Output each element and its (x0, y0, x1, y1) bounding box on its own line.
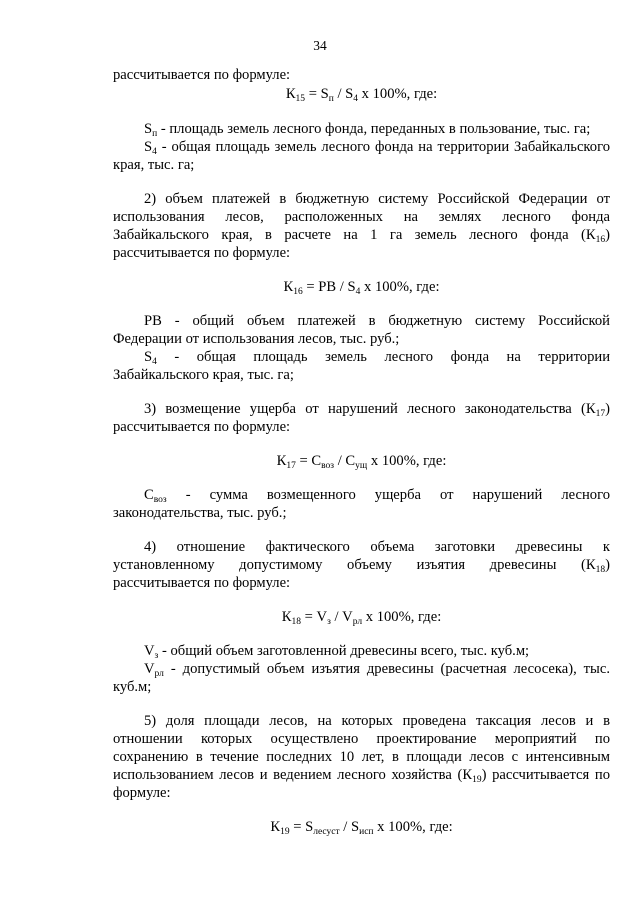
text-line: установленному допустимому объему изъятия древесины $(К_{18})$ (113, 557, 610, 575)
text-line: $V_з$ - общий объем заготовленной древесины всего, тыс. куб.м; (144, 643, 530, 661)
text-line: Федерации от использования лесов, тыс. руб.; (113, 331, 400, 347)
formula-line: $К_{16}$ = PB / $S_4$ х 100%, где: (283, 279, 440, 297)
text-line: $S_п$ - площадь земель лесного фонда, переданных в пользование, тыс. га; (144, 121, 591, 139)
text-line: использованием лесов и ведением лесного хозяйства $(К_{19})$ рассчитывается по (113, 767, 611, 785)
text-line: куб.м; (113, 679, 152, 695)
text-line: законодательства, тыс. руб.; (113, 505, 287, 521)
formula-line: $К_{19} = S_{лесуст} / S_{исп}$ х 100%, где: (270, 819, 453, 837)
text-line: сохранению в течение последних 10 лет, в площади лесов с интенсивным (113, 749, 610, 765)
text-line: Забайкальского края, в расчете на 1 га земель лесного фонда $(К_{16})$ (113, 227, 610, 245)
text-line: рассчитывается по формуле: (113, 575, 291, 591)
text-line: $S_4$ - общая площадь земель лесного фонда на территории (144, 349, 610, 367)
text-line: отношении которых осуществлено проектирование мероприятий по (113, 731, 610, 747)
text-line: 5) доля площади лесов, на которых проведена таксация лесов и в (144, 713, 610, 729)
text-line: формуле: (113, 785, 171, 801)
text-line: PB - общий объем платежей в бюджетную систему Российской (144, 313, 610, 329)
text-line: $S_4$ - общая площадь земель лесного фонда на территории Забайкальского (144, 139, 610, 157)
text-line: 3) возмещение ущерба от нарушений лесного законодательства $(К_{17})$ (144, 401, 610, 419)
formula-line: $К_{15} = S_п / S_4$ х 100%, где: (285, 86, 438, 104)
text-line: рассчитывается по формуле: (113, 67, 291, 83)
text-line: использования лесов, расположенных на землях лесного фонда (113, 209, 610, 225)
page-number: 34 (313, 38, 327, 53)
text-line: рассчитывается по формуле: (113, 245, 291, 261)
formula-line: $К_{18} = V_з / V_{рл}$ х 100%, где: (281, 609, 442, 627)
text-line: рассчитывается по формуле: (113, 419, 291, 435)
text-line: $V_{рл}$ - допустимый объем изъятия древесины (расчетная лесосека), тыс. (144, 661, 610, 679)
text-line: 4) отношение фактического объема заготовки древесины к (144, 539, 610, 555)
text-line: Забайкальского края, тыс. га; (113, 367, 294, 383)
text-line: края, тыс. га; (113, 157, 195, 173)
text-line: 2) объем платежей в бюджетную систему Российской Федерации от (144, 191, 610, 207)
text-line: $С_{воз}$ - сумма возмещенного ущерба от нарушений лесного (144, 487, 610, 505)
formula-line: $К_{17} = С_{воз} / С_{ущ}$ х 100%, где: (276, 453, 447, 471)
